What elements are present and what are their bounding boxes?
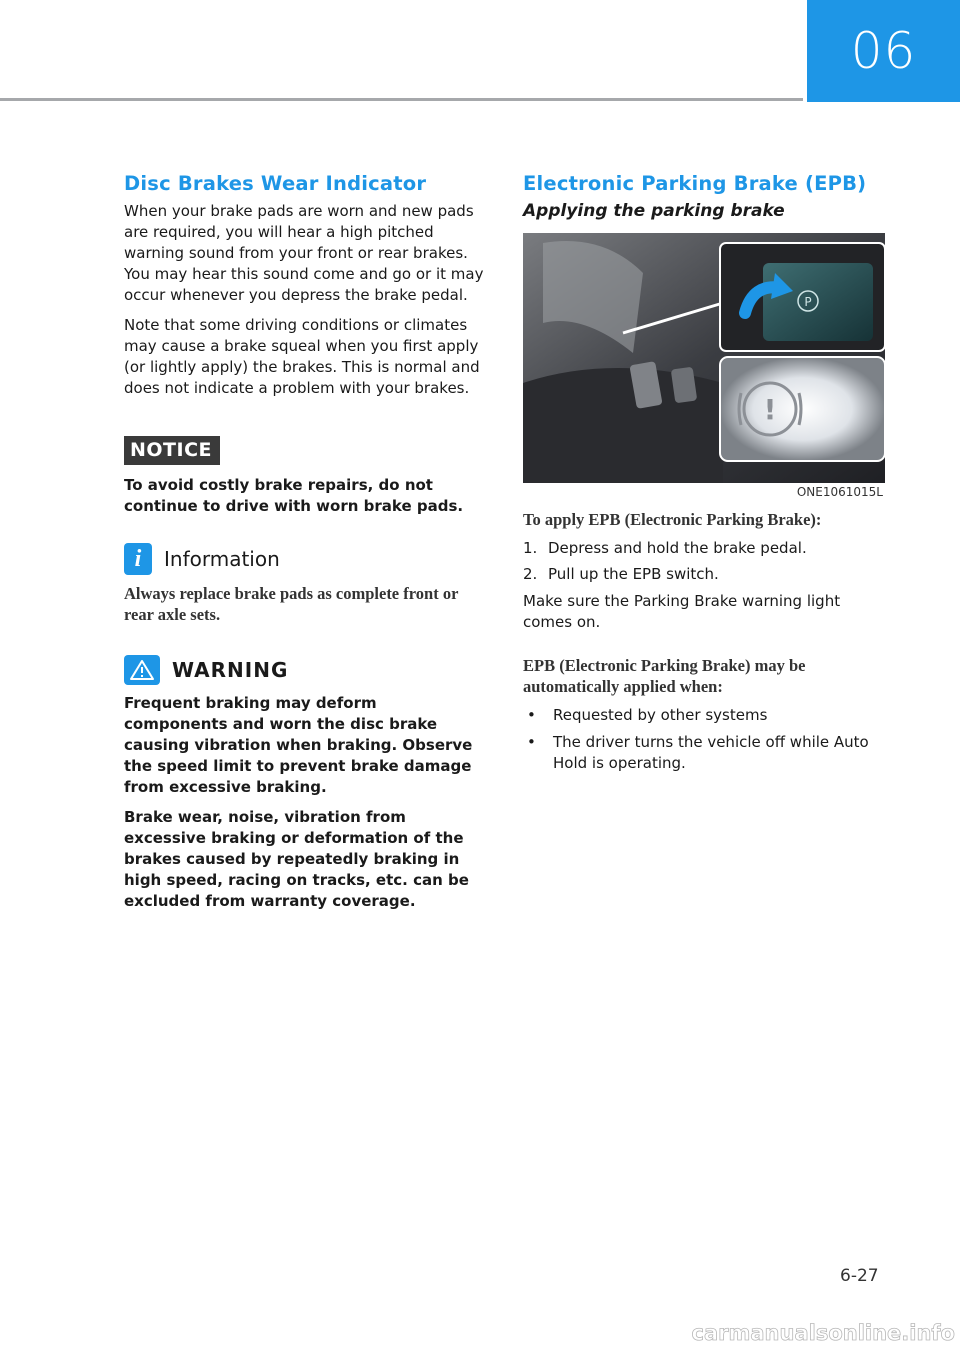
auto-apply-list xyxy=(523,705,883,774)
apply-note: Make sure the Parking Brake warning light comes on. xyxy=(523,592,841,631)
notice-text: To avoid costly brake repairs, do not continue to drive with worn brake pads. xyxy=(124,476,464,515)
step-item xyxy=(523,564,883,585)
epb-title: Electronic Parking Brake (EPB) xyxy=(523,172,867,195)
warning-title: WARNING xyxy=(172,658,289,682)
information-text: Always replace brake pads as complete front or rear axle sets. xyxy=(124,584,459,624)
warning-header xyxy=(124,655,484,685)
watermark-band xyxy=(0,1318,960,1346)
bullet-dot-icon: • xyxy=(527,706,536,724)
epb-illustration xyxy=(523,233,885,483)
step-text: Pull up the EPB switch. xyxy=(548,565,719,583)
step-text: Depress and hold the brake pedal. xyxy=(548,539,807,557)
warning-triangle-icon xyxy=(124,655,160,685)
right-column xyxy=(523,172,883,780)
page-number: 6-27 xyxy=(840,1266,879,1286)
warning-paragraph-1: Frequent braking may deform components and worn the disc brake causing vibration when braking. Observe the speed limit to prevent brake damage from excessive braking. xyxy=(124,694,473,796)
bullet-item xyxy=(523,705,883,726)
disc-brakes-title: Disc Brakes Wear Indicator xyxy=(124,172,427,195)
figure-caption: ONE1061015L xyxy=(796,485,883,499)
chapter-number: 06 xyxy=(850,22,917,80)
left-column xyxy=(124,172,484,921)
epb-illustration-svg xyxy=(523,233,885,483)
header-rule xyxy=(0,98,803,101)
chapter-tab xyxy=(807,0,960,102)
bullet-text: The driver turns the vehicle off while Auto Hold is operating. xyxy=(553,733,869,772)
information-header xyxy=(124,543,484,575)
apply-steps xyxy=(523,538,883,585)
warning-paragraph-2: Brake wear, noise, vibration from excessive braking or deformation of the brakes caused by repeatedly braking in high speed, racing on tracks, etc. can be excluded from warranty coverage. xyxy=(124,808,469,910)
notice-label: NOTICE xyxy=(124,436,220,465)
information-title: Information xyxy=(164,547,280,571)
bullet-item xyxy=(523,732,883,774)
step-item xyxy=(523,538,883,559)
information-icon: i xyxy=(124,543,152,575)
watermark-text: carmanualsonline.info xyxy=(691,1321,955,1345)
disc-paragraph-2: Note that some driving conditions or climates may cause a brake squeal when you first apply (or lightly apply) the brakes. This is normal and does not indicate a problem with your brakes. xyxy=(124,316,480,397)
step-number: 2. xyxy=(523,565,538,583)
step-number: 1. xyxy=(523,539,538,557)
epb-subtitle: Applying the parking brake xyxy=(523,201,785,221)
disc-paragraph-1: When your brake pads are worn and new pads are required, you will hear a high pitched warning sound from your front or rear brakes. You may hear this sound come and go or it may occur whenever you depress the brake pedal. xyxy=(124,202,484,304)
warning-light-symbol: ! xyxy=(763,393,777,426)
apply-heading: To apply EPB (Electronic Parking Brake): xyxy=(523,510,822,529)
bullet-text: Requested by other systems xyxy=(553,706,768,724)
bullet-dot-icon: • xyxy=(527,733,536,751)
watermark-svg xyxy=(0,1318,960,1346)
switch-p-symbol: P xyxy=(804,295,812,309)
auto-apply-heading: EPB (Electronic Parking Brake) may be automatically applied when: xyxy=(523,656,806,696)
